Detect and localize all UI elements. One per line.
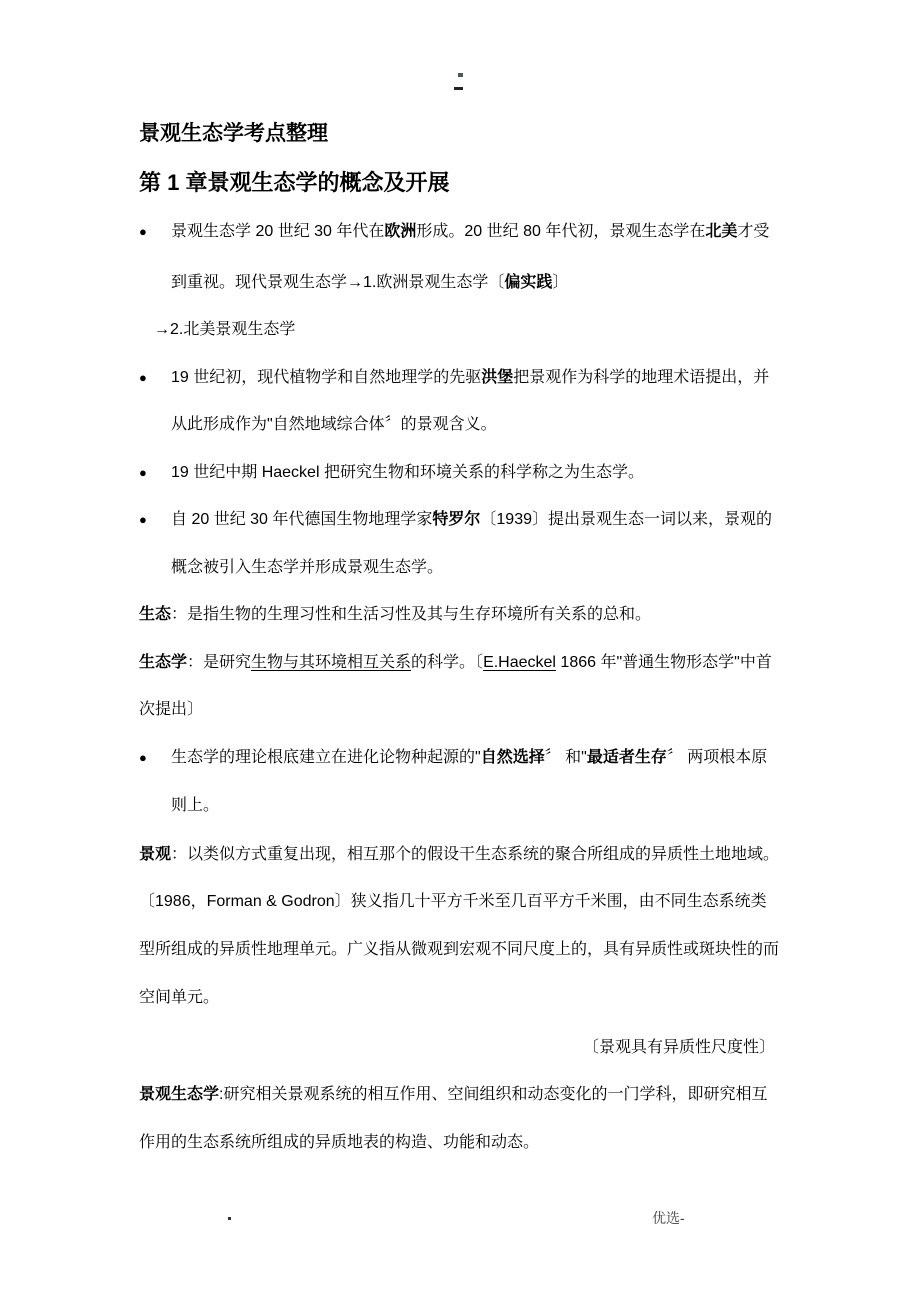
text-run: 型所组成的异质性地理单元。广义指从微观到宏观不同尺度上的，具有异质性或斑块性的而 [139, 941, 780, 958]
chapter-heading: 第 1 章景观生态学的概念及开展 [139, 170, 450, 195]
text-run: 〔景观具有异质性尺度性〕 [582, 1039, 775, 1056]
bullet-item-theory-line2 [171, 794, 219, 818]
definition-shengtai [139, 603, 651, 627]
arrow-line-north-america [154, 318, 295, 342]
text-run-bold: 最适者生存 [586, 749, 667, 766]
text-run: 自 20 世纪 30 年代德国生物地理学家 [171, 511, 433, 528]
text-run: 空间单元。 [139, 989, 220, 1006]
text-run: 的科学。〔 [411, 654, 484, 671]
text-run: 〔1939〕提出景观生态一词以来，景观的 [480, 511, 773, 528]
text-run-bold: 北美 [705, 223, 738, 240]
text-run: 从此形成作为"自然地域综合体〞的景观含义。 [171, 416, 497, 433]
page-title: 景观生态学考点整理 [139, 122, 328, 145]
text-run-bold: 自然选择 [480, 749, 545, 766]
text-run: 〞 两项根本原 [666, 749, 768, 766]
bullet-item-haeckel [139, 461, 644, 485]
text-run: 次提出〕 [139, 701, 204, 718]
text-run: ：以类似方式重复出现，相互那个的假设干生态系统的聚合所组成的异质性土地地域。 [171, 846, 780, 863]
text-run-underline: 生物与其环境相互关系 [251, 654, 412, 671]
bullet-icon: ● [139, 370, 147, 385]
bullet-icon: ● [139, 465, 147, 480]
stray-dot-mark [458, 73, 463, 77]
bullet-item-humboldt-line1 [139, 366, 769, 390]
definition-jingguan-line1 [139, 843, 779, 867]
term-label: 生态 [139, 606, 172, 623]
text-run: 〕 [552, 274, 569, 291]
definition-shengtaixue-line1 [139, 651, 772, 675]
text-run: 19 世纪初，现代植物学和自然地理学的先驱 [171, 369, 482, 386]
text-run: 〔1986，Forman & Godron〕狭义指几十平方千米至几百平方千米围，由不同生态系统类 [139, 893, 767, 910]
definition-shengtaixue-line2 [139, 698, 203, 722]
text-run: 概念被引入生态学并形成景观生态学。 [171, 559, 444, 576]
bullet-icon: ● [139, 224, 147, 239]
bullet-item-formation-line2 [171, 271, 568, 295]
text-run: 才受 [737, 223, 770, 240]
definition-jingguanshengtaixue-line2 [139, 1131, 539, 1155]
bullet-item-humboldt-line2 [171, 413, 497, 437]
definition-jingguan-line4 [139, 986, 219, 1010]
text-run: →2.北美景观生态学 [154, 321, 296, 338]
term-label: 景观生态学 [139, 1086, 220, 1103]
definition-jingguan-line3 [139, 938, 779, 962]
text-run: ：是研究 [187, 654, 252, 671]
bullet-icon: ● [139, 750, 147, 765]
stray-dash-mark [454, 87, 463, 90]
text-run: 19 世纪中期 Haeckel 把研究生物和环境关系的科学称之为生态学。 [171, 464, 644, 481]
footer-page-label: 优选- [652, 1210, 685, 1226]
bullet-item-troll-line1 [139, 508, 772, 532]
text-run: :研究相关景观系统的相互作用、空间组织和动态变化的一门学科，即研究相互 [219, 1086, 768, 1103]
text-run: 作用的生态系统所组成的异质地表的构造、功能和动态。 [139, 1134, 540, 1151]
term-label: 景观 [139, 846, 172, 863]
text-run: 把景观作为科学的地理术语提出，并 [513, 369, 770, 386]
text-run: 〞 和" [544, 749, 587, 766]
definition-jingguanshengtaixue-line1 [139, 1083, 767, 1107]
text-run-bold: 洪堡 [481, 369, 514, 386]
text-run: 1866 年"普通生物形态学"中首 [555, 654, 772, 671]
bullet-item-theory-line1 [139, 746, 767, 770]
definition-jingguan-line2 [139, 890, 767, 914]
text-run-underline: E.Haeckel [483, 654, 556, 671]
text-run-bold: 欧洲 [384, 223, 417, 240]
note-heterogeneity-scale [139, 1036, 775, 1060]
text-run: 景观生态学 20 世纪 30 年代在 [171, 223, 385, 240]
term-label: 生态学 [139, 654, 188, 671]
text-run: 则上。 [171, 797, 220, 814]
text-run: 生态学的理论根底建立在进化论物种起源的" [171, 749, 481, 766]
text-run: 到重视。现代景观生态学→1.欧洲景观生态学〔 [171, 274, 505, 291]
text-run-bold: 特罗尔 [432, 511, 481, 528]
text-run: ：是指生物的生理习性和生活习性及其与生存环境所有关系的总和。 [171, 606, 652, 623]
footer-dot-mark [228, 1217, 231, 1220]
text-run: 形成。20 世纪 80 年代初，景观生态学在 [416, 223, 706, 240]
bullet-item-formation-line1 [139, 220, 769, 244]
bullet-icon: ● [139, 512, 147, 527]
text-run-bold: 偏实践 [504, 274, 553, 291]
bullet-item-troll-line2 [171, 556, 443, 580]
